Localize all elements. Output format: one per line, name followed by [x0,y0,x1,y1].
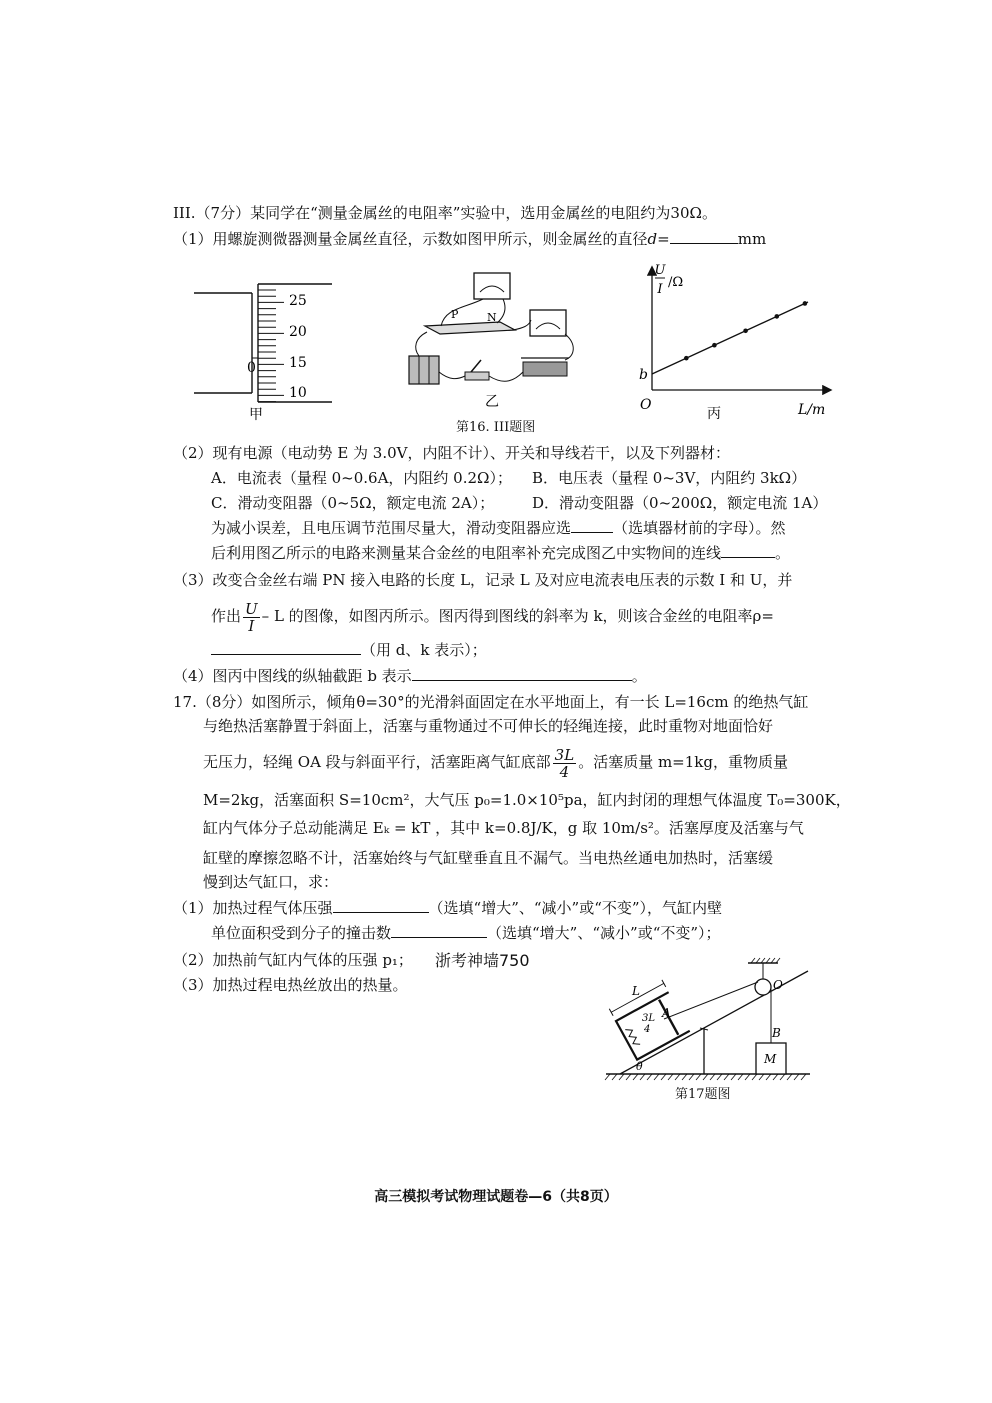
intercept-label: b [639,367,648,383]
label-frac-num: 3L [642,1013,656,1024]
q17-sub1-b-tail: （选填“增大”、“减小”或“不变”）； [487,924,721,942]
q16-part3-a: （3）改变合金丝右端 PN 接入电路的长度 L，记录 L 及对应电流表电压表的示数 I 和 U，并 [173,571,793,589]
micrometer-tick-10: 10 [289,385,307,401]
q16-part1-d: d= [647,230,670,248]
q16-part3-c [211,640,487,660]
fraction-den: I [248,616,255,635]
ground-hatch-mark [647,1074,652,1080]
ground-hatch-mark [794,1074,799,1080]
ground-hatch-mark [780,1074,785,1080]
answer-blank-pressure[interactable] [333,898,429,913]
ceiling-hatch-mark [766,958,770,963]
battery-icon [409,356,439,384]
ground-hatch-mark [710,1074,715,1080]
switch-icon [465,372,489,380]
ground-hatch-mark [654,1074,659,1080]
ground-hatch-mark [619,1074,624,1080]
circuit-caption: 乙 [485,394,499,410]
ground-hatch-mark [724,1074,729,1080]
q16-part3-b [211,598,774,634]
q16-part3-b-text: 作出 [211,607,242,625]
ceiling-hatch-mark [776,958,780,963]
label-frac-den: 4 [644,1024,651,1035]
q16-part2-c-tail: 。 [775,544,791,562]
q16-part1-unit: mm [737,230,767,248]
q17-sub1-a [173,898,722,918]
y-label-num: U [654,263,666,278]
q17-line4: M=2kg，活塞面积 S=10cm²，大气压 p₀=1.0×10⁵pa，缸内封闭的理想气体温度 T₀=300K， [203,791,851,809]
ground-hatch-mark [626,1074,631,1080]
ceiling-hatch-mark [771,958,775,963]
q17-line3-text: 无压力，轻绳 OA 段与斜面平行，活塞距离气缸底部 [203,753,551,771]
option-a: A．电流表（量程 0~0.6A，内阻约 0.2Ω）； [211,469,512,487]
ground-hatch-mark [612,1074,617,1080]
answer-blank-wiring[interactable] [721,543,775,558]
q16-part1-text: （1）用螺旋测微器测量金属丝直径，示数如图甲所示，则金属丝的直径 [173,230,648,248]
q17-line2: 与绝热活塞静置于斜面上，活塞与重物通过不可伸长的轻绳连接，此时重物对地面恰好 [203,717,774,735]
y-label-den: I [657,282,663,297]
ground-hatch-mark [605,1074,610,1080]
ground-hatch-mark [703,1074,708,1080]
q17-line3 [203,744,788,780]
ground-hatch-mark [661,1074,666,1080]
fraction-den: 4 [559,762,570,781]
label-m: M [764,1052,777,1066]
ground-hatch-mark [682,1074,687,1080]
q16-part3-c-text: （用 d、k 表示）； [361,641,487,659]
ground-hatch-mark [773,1074,778,1080]
ground-hatch-mark [696,1074,701,1080]
q17-line1: 17.（8分）如图所示，倾角θ=30°的光滑斜面固定在水平地面上，有一长 L=16cm 的绝热气缸 [173,693,809,711]
rope-oa [664,982,758,1019]
ground-hatch-mark [633,1074,638,1080]
q16-part2-c [211,543,790,563]
micrometer-figure [192,278,342,423]
answer-blank-intercept[interactable] [412,666,632,681]
q17-sub1-b-text: 单位面积受到分子的撞击数 [211,924,392,942]
ground-hatch-mark [787,1074,792,1080]
rheostat-icon [523,362,567,376]
ground-hatch-mark [759,1074,764,1080]
micrometer-tick-25: 25 [289,293,307,309]
label-o: O [773,978,783,992]
page-footer: 高三模拟考试物理试题卷—6（共8页） [374,1189,618,1205]
q16-part2-c-text: 后利用图乙所示的电路来测量某合金丝的电阻率补充完成图乙中实物间的连线 [211,544,722,562]
graph-data-point [775,314,780,319]
fraction-num: 3L [554,745,575,764]
cylinder-incline-figure [604,957,814,1082]
answer-blank-rheostat[interactable] [571,518,613,533]
graph-data-point [712,343,717,348]
circuit-figure [405,268,580,413]
ground-hatch-mark [717,1074,722,1080]
option-b: B．电压表（量程 0~3V，内阻约 3kΩ） [532,469,807,487]
fraction-3l-over-4 [553,747,577,780]
graph-data-point [684,356,689,361]
option-d: D．滑动变阻器（0~200Ω，额定电流 1A） [532,494,828,512]
ground-hatch-mark [745,1074,750,1080]
label-b: B [772,1026,781,1040]
pulley-icon [755,979,771,995]
graph-data-point [803,301,808,306]
ground-hatch-mark [766,1074,771,1080]
q17-line7: 慢到达气缸口，求： [203,873,339,891]
q17-sub2 [173,950,413,970]
q16-part1 [173,229,766,249]
q16-part4-text: （4）图丙中图线的纵轴截距 b 表示 [173,667,412,685]
answer-blank-collisions[interactable] [391,923,487,938]
label-n: N [487,311,497,324]
y-label-unit: /Ω [668,275,684,290]
micrometer-tick-15: 15 [289,355,307,371]
x-label: L/m [798,402,826,418]
label-a: A [662,1006,671,1020]
graph-caption: 丙 [707,406,721,422]
q16-part2-b [211,518,786,538]
ground-hatch-mark [731,1074,736,1080]
fraction-u-over-i [243,601,260,634]
ground-hatch-mark [738,1074,743,1080]
fig17-caption: 第17题图 [675,1087,731,1102]
micrometer-tick-20: 20 [289,324,307,340]
q17-sub3: （3）加热过程电热丝放出的热量。 [173,976,408,994]
fig16-caption: 第16. III题图 [456,420,536,435]
q16-part2-b-text: 为减小误差，且电压调节范围尽量大，滑动变阻器应选 [211,519,572,537]
q17-sub1-text: （1）加热过程气体压强 [173,899,333,917]
ground-hatch-mark [668,1074,673,1080]
q17-line3-tail: 。活塞质量 m=1kg，重物质量 [578,753,788,771]
label-l: L [632,984,640,998]
option-c: C．滑动变阻器（0~5Ω，额定电流 2A）； [211,494,495,512]
q16-part3-b-tail: – L 的图像，如图丙所示。图丙得到图线的斜率为 k，则该合金丝的电阻率ρ= [261,607,774,625]
resistance-wire-board [425,322,515,334]
q17-sub1-tail: （选填“增大”、“减小”或“不变”），气缸内壁 [428,899,723,917]
label-theta: θ [636,1060,643,1073]
q16-part2: （2）现有电源（电动势 E 为 3.0V，内阻不计）、开关和导线若干，以及下列器材： [173,444,730,462]
q16-part4-tail: 。 [631,667,647,685]
answer-blank-resistivity[interactable] [211,640,361,655]
ceiling-hatch-mark [761,958,765,963]
ground-hatch-mark [675,1074,680,1080]
q17-sub2-text: （2）加热前气缸内气体的压强 p₁； [173,951,413,969]
q17-line6: 缸壁的摩擦忽略不计，活塞始终与气缸壁垂直且不漏气。当电热丝通电加热时，活塞缓 [203,849,774,867]
ground-hatch-mark [801,1074,806,1080]
answer-blank-diameter[interactable] [670,229,738,244]
micrometer-caption: 甲 [249,407,263,423]
q16-header: III.（7分）某同学在“测量金属丝的电阻率”实验中，选用金属丝的电阻约为30Ω。 [173,204,717,222]
ui-l-graph [632,262,842,422]
ground-hatch-mark [689,1074,694,1080]
q16-part4 [173,666,647,686]
micrometer-zero: 0 [247,360,256,376]
graph-data-point [743,329,748,334]
q17-sub1-b [211,923,721,943]
q16-part2-b-tail: （选填器材前的字母）。然 [613,519,786,537]
ground-hatch-mark [640,1074,645,1080]
origin-label: O [640,397,652,413]
q17-line5: 缸内气体分子总动能满足 Eₖ = kT ，其中 k=0.8J/K，g 取 10m/s²。活塞厚度及活塞与气 [203,819,804,837]
ceiling-hatch-mark [756,958,760,963]
ceiling-hatch-mark [751,958,755,963]
ground-hatch-mark [752,1074,757,1080]
watermark-text: 浙考神墙750 [435,951,530,970]
graph-line [652,302,808,374]
label-p: P [451,308,459,321]
fraction-num: U [245,599,258,618]
